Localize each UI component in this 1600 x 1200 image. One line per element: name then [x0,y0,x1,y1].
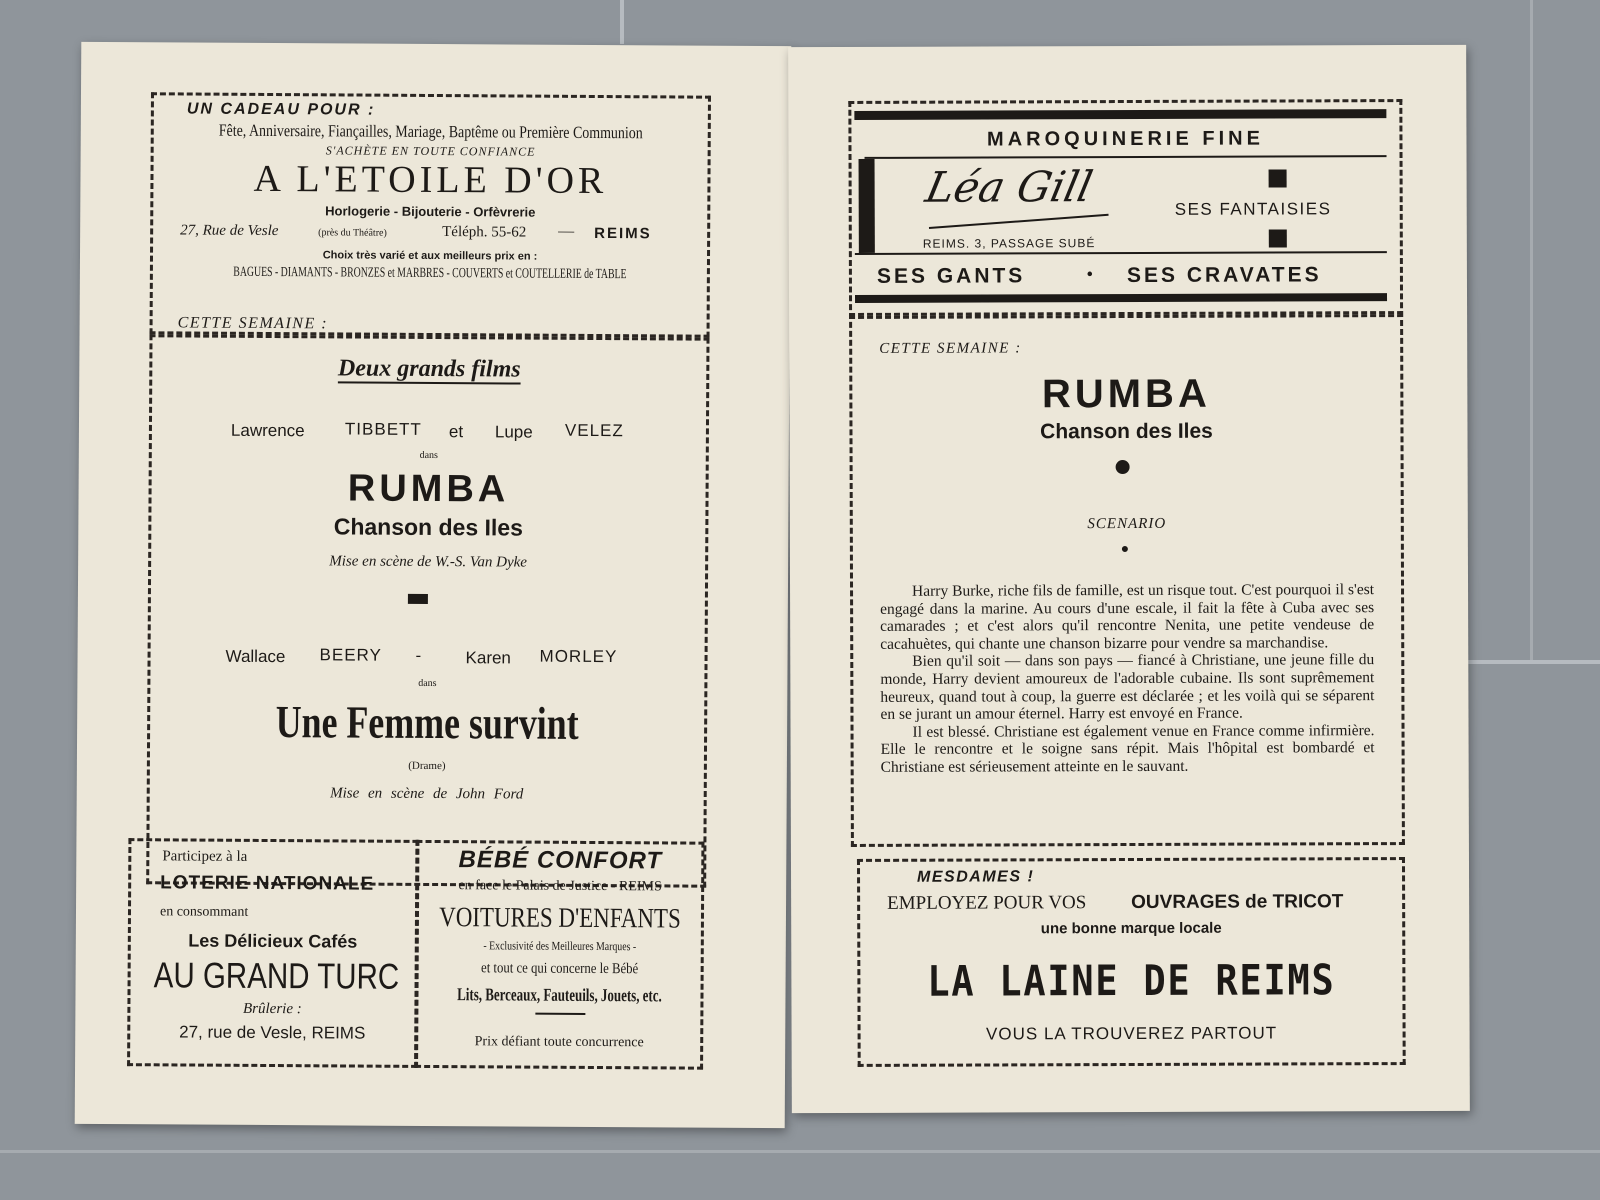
gift-ad-trades: Horlogerie - Bijouterie - Orfèvrerie [325,203,536,220]
gift-ad-address: 27, Rue de Vesle [180,222,279,240]
lottery-line6: Brûlerie : [242,1000,302,1018]
maroq-ties: SES CRAVATES [1126,263,1322,288]
lottery-line7: 27, rue de Vesle, REIMS [179,1022,366,1043]
bebe-product: VOITURES D'ENFANTS [439,902,681,935]
film2-actor1-first: Wallace [225,646,286,667]
bebe-all-baby: et tout ce qui concerne le Bébé [481,960,639,978]
wool-header: MESDAMES ! [917,868,1035,886]
film2-title: Une Femme survint [275,696,579,749]
small-dot-icon [1122,546,1128,552]
wool-line1-a: EMPLOYEZ POUR VOS [887,892,1087,914]
film1-dans: dans [419,449,438,462]
film2-actor2-first: Karen [465,648,511,668]
gift-ad-city: REIMS [594,224,652,243]
scenario-text [880,581,1375,776]
scenario-paragraph: Il est blessé. Christiane est également venue en France comme infirmière. Elle le rencontre et le soigne sans répit. Mais l'hôpital est bombardé et Christiane est sérieusement atteinte en le sauvant. [880,721,1375,776]
maroq-bullet: • [1086,266,1093,284]
right-page [788,45,1470,1113]
film2-director: Mise en scène de John Ford [330,785,524,803]
separator-block-icon [408,594,428,604]
bebe-prices: Prix défiant toute concurrence [474,1034,644,1051]
right-film-subtitle: Chanson des Iles [1040,419,1213,444]
left-program-heading: Deux grands films [337,355,521,383]
program-box-left [146,334,709,887]
floor-tile-joint [0,1150,1600,1153]
film2-actor2-last: MORLEY [539,646,618,667]
film1-subtitle: Chanson des Iles [333,513,524,541]
bebe-exclusivity: - Exclusivité des Meilleures Marques - [483,938,637,954]
film2-dash: - [415,645,422,665]
bebe-divider [535,1013,585,1015]
film1-and: et [448,422,464,442]
gift-ad-occasions: Fête, Anniversaire, Fiançailles, Mariage, Baptême ou Première Communion [218,120,643,143]
floor-tile-joint [620,0,624,44]
film1-director: Mise en scène de W.-S. Van Dyke [329,553,528,571]
bullet-dot-icon [1116,460,1130,474]
right-week-label: CETTE SEMAINE : [879,340,1022,357]
gift-ad-products: BAGUES - DIAMANTS - BRONZES et MARBRES - COUVERTS et COUTELLERIE de TABLE [233,264,627,283]
film1-actor2-first: Lupe [494,422,533,442]
floor-tile-joint [1530,0,1533,660]
gift-ad-phone: Téléph. 55-62 [442,224,527,241]
film1-actor1-last: TIBBETT [344,419,422,439]
maroq-fantasies: SES FANTAISIES [1174,199,1332,219]
film2-dans: dans [418,677,437,690]
film1-actor2-last: VELEZ [564,420,624,441]
maroq-address: REIMS. 3, PASSAGE SUBÉ [922,236,1096,251]
lottery-line2: LOTERIE NATIONALE [160,872,375,895]
maroq-top-rule [854,109,1386,120]
lottery-line1: Participez à la [162,848,248,865]
brand-logo-lea-gill: Léa Gill [921,162,1097,212]
left-page [75,42,792,1128]
wool-tagline: VOUS LA TROUVEREZ PARTOUT [986,1023,1278,1044]
film2-actor1-last: BEERY [319,645,382,665]
gift-ad-dash: — [558,222,575,240]
lottery-line5: AU GRAND TURC [153,954,400,997]
film1-title: RUMBA [347,467,510,511]
shop-name: A L'ETOILE D'OR [253,157,608,203]
maroq-left-bar [859,159,875,253]
wool-brand: LA LAINE DE REIMS [927,955,1336,1006]
maroq-square-top [1269,169,1287,187]
wool-line1-b: OUVRAGES de TRICOT [1131,891,1344,913]
wool-line2: une bonne marque locale [1040,919,1222,938]
maroq-gloves: SES GANTS [876,264,1026,288]
maroq-title: MAROQUINERIE FINE [986,127,1264,151]
gift-ad-confidence: S'ACHÈTE EN TOUTE CONFIANCE [325,143,536,159]
maroq-square-bottom [1269,229,1287,247]
scenario-paragraph: Bien qu'il soit — dans son pays — fiancé à Christiane, une jeune fille du monde, Harry devient amoureux de l'adorable cubaine. Ils sont suprêmement heureux, quand tout à coup, la guerre est déclarée ; et les voilà qui se séparent en se jurant un amour éternel. Harry est envoyé en France. [880,651,1375,724]
gift-ad-address-note: (près du Théâtre) [318,227,387,239]
lottery-line3: en consommant [159,904,249,920]
floor-tile-joint [1468,660,1600,664]
right-film-title: RUMBA [1041,371,1211,417]
gift-ad-choice: Choix très varié et aux meilleurs prix en : [322,249,538,263]
scenario-label: SCENARIO [1087,515,1167,533]
bebe-name: BÉBÉ CONFORT [458,846,663,875]
gift-ad-header: UN CADEAU POUR : [186,100,376,119]
bebe-location: en face le Palais de Justice - REIMS [458,878,662,895]
left-week-label: CETTE SEMAINE : [177,314,329,333]
bebe-items: Lits, Berceaux, Fauteuils, Jouets, etc. [457,984,662,1006]
film2-genre: (Drame) [408,759,446,773]
scenario-paragraph: Harry Burke, riche fils de famille, est un risque tout. C'est pourquoi il s'est engagé dans la marine. Au cours d'une escale, il fait la fête à Cuba avec ses camarades ; et c'est alors qu'il rencontre Nenita, une petite vendeuse de cacahuètes, qui chante une chanson bizarre pour vendre sa marchandise. [880,581,1375,653]
film1-actor1-first: Lawrence [230,420,305,441]
lottery-line4: Les Délicieux Cafés [188,930,358,952]
